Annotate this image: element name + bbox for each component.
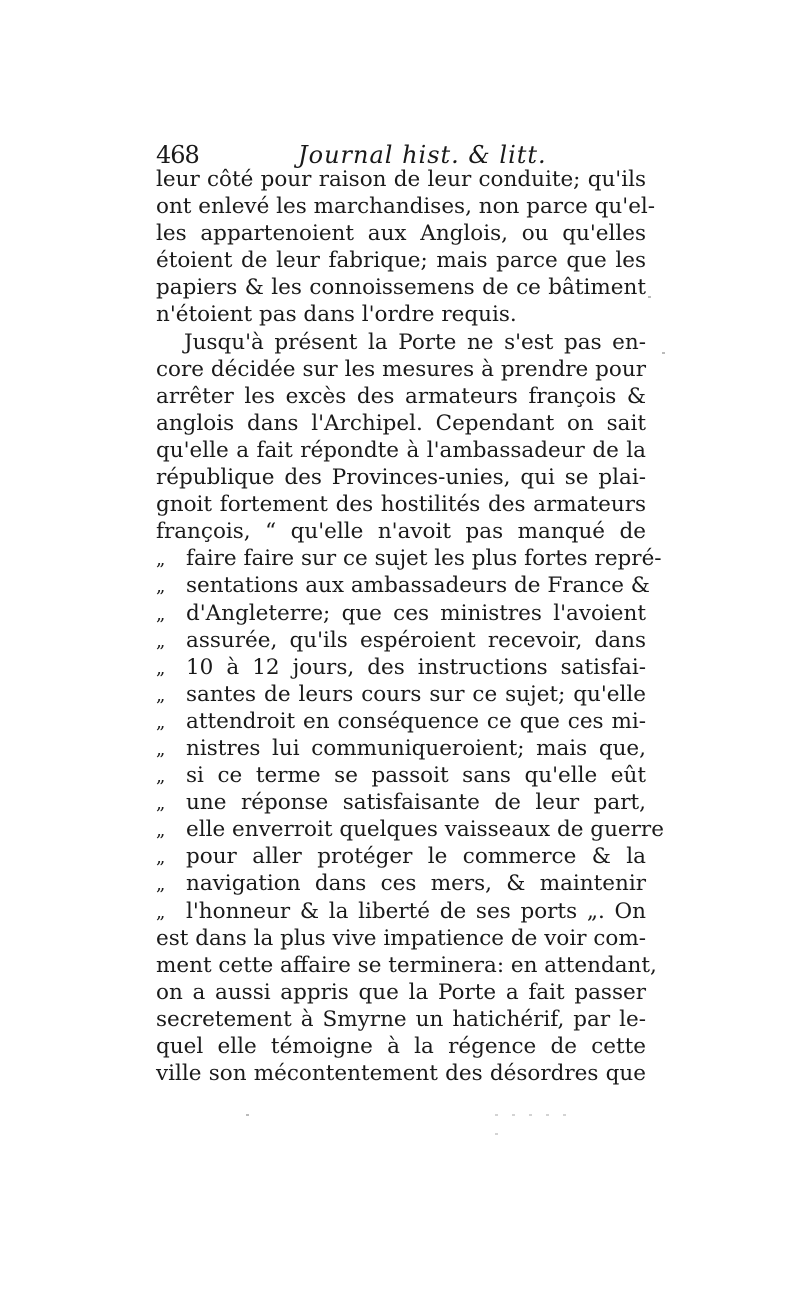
- quoted-line: [156, 870, 646, 897]
- speck: [529, 1114, 532, 1116]
- speck: [648, 296, 651, 298]
- text-line: d'Angleterre; que ces ministres l'avoient: [186, 600, 646, 626]
- text-line: nistres lui communiqueroient; mais que,: [186, 735, 646, 761]
- text-line: république des Provinces-unies, qui se plai-: [156, 465, 646, 491]
- quoted-line: [156, 735, 646, 762]
- text-line: faire faire sur ce sujet les plus fortes repré-: [186, 546, 662, 572]
- quote-mark: „: [156, 711, 166, 733]
- text-line: une réponse satisfaisante de leur part,: [186, 790, 646, 816]
- speck: [512, 1114, 515, 1116]
- quoted-line: [156, 600, 646, 627]
- text-line: arrêter les excès des armateurs françois &: [156, 383, 646, 409]
- quoted-line: [156, 654, 646, 681]
- text-line: ont enlevé les marchandises, non parce qu'el-: [156, 194, 656, 220]
- quote-mark: „: [156, 793, 166, 815]
- text-line: étoient de leur fabrique; mais parce que les: [156, 248, 646, 274]
- quote-mark: „: [156, 576, 166, 598]
- text-line: est dans la plus vive impatience de voir com-: [156, 925, 646, 951]
- text-line: elle enverroit quelques vaisseaux de guerre: [186, 817, 664, 843]
- text-line: core décidée sur les mesures à prendre pour: [156, 356, 646, 382]
- text-line: anglois dans l'Archipel. Cependant on sait: [156, 410, 646, 436]
- text-line: santes de leurs cours sur ce sujet; qu'elle: [186, 681, 646, 707]
- text-line: secretement à Smyrne un hatichérif, par le-: [156, 1006, 646, 1032]
- text-line: navigation dans ces mers, & maintenir: [186, 871, 646, 897]
- quoted-line: [156, 572, 650, 599]
- quote-mark: „: [156, 684, 166, 706]
- text-line: on a aussi appris que la Porte a fait passer: [156, 979, 646, 1005]
- text-line: ment cette affaire se terminera: en attendant,: [156, 952, 657, 978]
- text-line: si ce terme se passoit sans qu'elle eût: [186, 763, 646, 789]
- quoted-line: [156, 843, 646, 870]
- speck: [546, 1114, 549, 1116]
- quoted-line: [156, 762, 646, 789]
- text-line: gnoit fortement des hostilités des armateurs: [156, 492, 646, 518]
- running-head: Journal hist. & litt.: [298, 141, 547, 169]
- quote-mark: „: [156, 630, 166, 652]
- quote-mark: „: [156, 738, 166, 760]
- quoted-line: [156, 816, 664, 843]
- speck: [563, 1114, 566, 1116]
- text-line: attendroit en conséquence ce que ces mi-: [186, 708, 646, 734]
- quote-mark: „: [156, 766, 166, 788]
- text-line: assurée, qu'ils espéroient recevoir, dans: [186, 627, 646, 653]
- quote-mark: „: [156, 901, 166, 923]
- ink-specks: [495, 1104, 585, 1112]
- text-line: Jusqu'à présent la Porte ne s'est pas en-: [184, 329, 646, 355]
- text-line: papiers & les connoissemens de ce bâtiment: [156, 275, 646, 301]
- text-line: ville son mécontentement des désordres que: [156, 1061, 646, 1087]
- quote-mark: „: [156, 874, 166, 896]
- text-line: 10 à 12 jours, des instructions satisfai-: [186, 654, 646, 680]
- quote-mark: „: [156, 603, 166, 625]
- speck: [495, 1133, 498, 1135]
- text-line: françois, “ qu'elle n'avoit pas manqué de: [156, 519, 646, 545]
- quoted-line: [156, 898, 646, 925]
- quote-mark: „: [156, 847, 166, 869]
- text-line: les appartenoient aux Anglois, ou qu'elles: [156, 221, 646, 247]
- quote-mark: „: [156, 657, 166, 679]
- quoted-line: [156, 627, 646, 654]
- text-line: l'honneur & la liberté de ses ports „. On: [186, 898, 646, 924]
- text-line: leur côté pour raison de leur conduite; qu'ils: [156, 167, 646, 192]
- text-line: pour aller protéger le commerce & la: [186, 844, 646, 870]
- quoted-line: [156, 789, 646, 816]
- text-line: sentations aux ambassadeurs de France &: [186, 573, 650, 599]
- speck: [662, 352, 665, 354]
- text-line: qu'elle a fait répondte à l'ambassadeur de la: [156, 437, 646, 463]
- body-text: [156, 166, 664, 1087]
- quoted-line: [156, 681, 646, 708]
- text-line: quel elle témoigne à la régence de cette: [156, 1034, 646, 1059]
- speck: [246, 1114, 249, 1116]
- page-number: 468: [156, 141, 199, 169]
- quoted-line: [156, 708, 646, 735]
- speck: [495, 1114, 498, 1116]
- quote-mark: „: [156, 820, 166, 842]
- text-line: n'étoient pas dans l'ordre requis.: [156, 302, 517, 328]
- quote-mark: „: [156, 549, 166, 571]
- quoted-line: [156, 545, 662, 572]
